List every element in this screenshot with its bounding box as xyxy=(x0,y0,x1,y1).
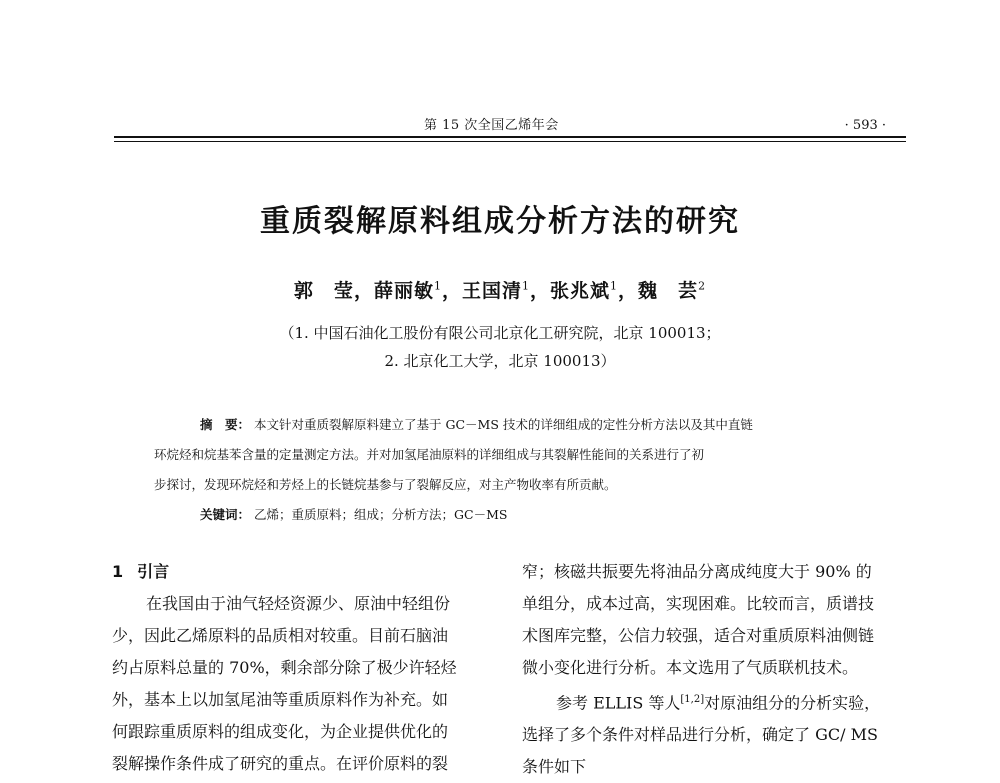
header-rule-thin xyxy=(114,141,906,142)
keywords-text: 乙烯；重质原料；组成；分析方法；GC－MS xyxy=(254,507,508,522)
author-name: 王国清 xyxy=(461,280,522,302)
body-line: 窄；核磁共振要先将油品分离成纯度大于 90% 的 xyxy=(522,562,872,581)
citation-lead: 参考 ELLIS 等人 xyxy=(556,693,681,713)
paper-title: 重质裂解原料组成分析方法的研究 xyxy=(260,204,740,239)
page-number: · 593 · xyxy=(844,118,886,133)
body-line: 约占原料总量的 70%，剩余部分除了极少许轻烃 xyxy=(112,658,457,677)
author-name: 薛丽敏 xyxy=(373,280,434,302)
body-line: 在我国由于油气轻烃资源少、原油中轻组份 xyxy=(146,594,451,613)
body-line: 条件如下 xyxy=(522,757,587,777)
body-line: 术图库完整，公信力较强，适合对重质原料油侧链 xyxy=(522,626,875,645)
author-name: 郭 莹 xyxy=(293,280,354,302)
keywords-label: 关键词： xyxy=(200,507,251,522)
abstract-line: 环烷烃和烷基苯含量的定量测定方法。并对加氢尾油原料的详细组成与其裂解性能间的关系进行了初 xyxy=(154,447,705,462)
body-line: 何跟踪重质原料的组成变化，为企业提供优化的 xyxy=(112,722,449,741)
affiliation-mark: 1 xyxy=(610,279,619,293)
abstract-block xyxy=(154,410,854,530)
affiliation-mark: 1 xyxy=(522,279,530,293)
affiliation-mark: 1 xyxy=(433,279,442,293)
conference-name: 第 15 次全国乙烯年会 xyxy=(424,118,559,133)
body-line: 单组分，成本过高，实现困难。比较而言，质谱技 xyxy=(522,594,875,613)
section-number: 1 xyxy=(112,562,124,581)
running-header xyxy=(114,116,906,136)
abstract-line xyxy=(154,410,854,440)
body-line: 少，因此乙烯原料的品质相对较重。目前石脑油 xyxy=(112,626,449,645)
left-column xyxy=(112,556,508,780)
citation-ref: [1,2] xyxy=(680,694,705,705)
keywords-line xyxy=(154,500,854,530)
section-heading xyxy=(112,556,508,588)
abstract-line: 步探讨，发现环烷烃和芳烃上的长链烷基参与了裂解反应，对主产物收率有所贡献。 xyxy=(154,477,617,492)
affiliation-line: 2. 北京化工大学，北京 100013） xyxy=(384,352,616,370)
body-line xyxy=(522,684,914,719)
abstract-text: 本文针对重质裂解原料建立了基于 GC－MS 技术的详细组成的定性分析方法以及其中直链 xyxy=(254,417,753,432)
section-title: 引言 xyxy=(137,562,170,581)
abstract-label: 摘 要： xyxy=(200,417,251,432)
author-name: 魏 芸 xyxy=(638,280,699,302)
author-name: 张兆斌 xyxy=(550,280,611,302)
body-line: 外，基本上以加氢尾油等重质原料作为补充。如 xyxy=(112,690,449,709)
body-line: 裂解操作条件成了研究的重点。在评价原料的裂 xyxy=(112,754,449,773)
citation-tail: 对原油组分的分析实验， xyxy=(704,693,881,713)
right-column xyxy=(522,556,914,783)
body-line: 微小变化进行分析。本文选用了气质联机技术。 xyxy=(522,658,859,677)
affiliation-mark: 2 xyxy=(698,279,707,293)
affiliation-line: （1. 中国石油化工股份有限公司北京化工研究院，北京 100013； xyxy=(279,324,721,342)
author-list: 郭 莹，薛丽敏$^1$，王国清$^1$，张兆斌$^1$，魏 芸$^2$ xyxy=(293,279,707,302)
body-line: 选择了多个条件对样品进行分析，确定了 GC/ MS xyxy=(522,725,878,745)
header-rule-thick xyxy=(114,136,906,138)
